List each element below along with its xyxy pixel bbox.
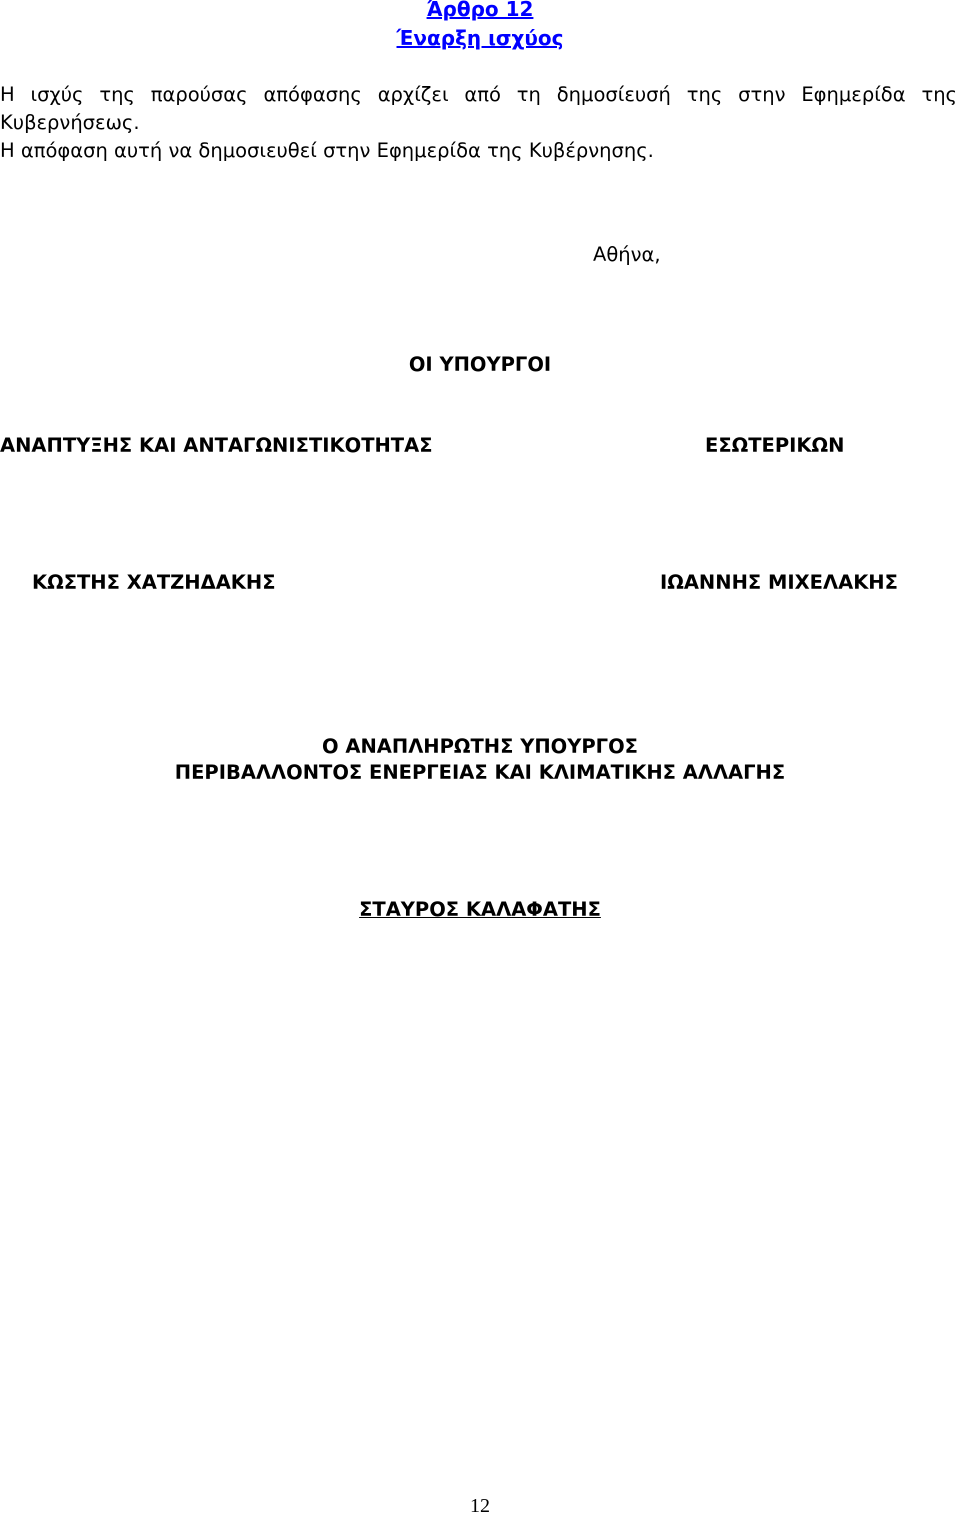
minister-name-right: ΙΩΑΝΝΗΣ ΜΙΧΕΛΑΚΗΣ	[660, 571, 898, 594]
place-date: Αθήνα,	[593, 243, 661, 266]
minister-name-left: ΚΩΣΤΗΣ ΧΑΤΖΗΔΑΚΗΣ	[32, 571, 276, 594]
deputy-ministry: ΠΕΡΙΒΑΛΛΟΝΤΟΣ ΕΝΕΡΓΕΙΑΣ ΚΑΙ ΚΛΙΜΑΤΙΚΗΣ ΑΛΛΑΓΗΣ	[174, 761, 786, 784]
page-number: 12	[470, 1495, 490, 1517]
article-subject-title: Έναρξη ισχύος	[396, 26, 564, 50]
article-number-title: Άρθρο 12	[426, 0, 534, 21]
body-paragraph-2: Η απόφαση αυτή να δημοσιευθεί στην Εφημερίδα της Κυβέρνησης.	[0, 139, 654, 162]
body-paragraph-line-1: Η ισχύς της παρούσας απόφασης αρχίζει από τη δημοσίευσή της στην Εφημερίδα της	[0, 83, 957, 106]
ministry-left: ΑΝΑΠΤΥΞΗΣ ΚΑΙ ΑΝΤΑΓΩΝΙΣΤΙΚΟΤΗΤΑΣ	[0, 434, 433, 457]
ministers-heading: ΟΙ ΥΠΟΥΡΓΟΙ	[408, 353, 552, 376]
ministry-right: ΕΣΩΤΕΡΙΚΩΝ	[705, 434, 845, 457]
body-paragraph-line-2: Κυβερνήσεως.	[0, 111, 140, 134]
deputy-minister-heading: Ο ΑΝΑΠΛΗΡΩΤΗΣ ΥΠΟΥΡΓΟΣ	[322, 735, 638, 758]
deputy-minister-name: ΣΤΑΥΡΟΣ ΚΑΛΑΦΑΤΗΣ	[359, 898, 601, 921]
